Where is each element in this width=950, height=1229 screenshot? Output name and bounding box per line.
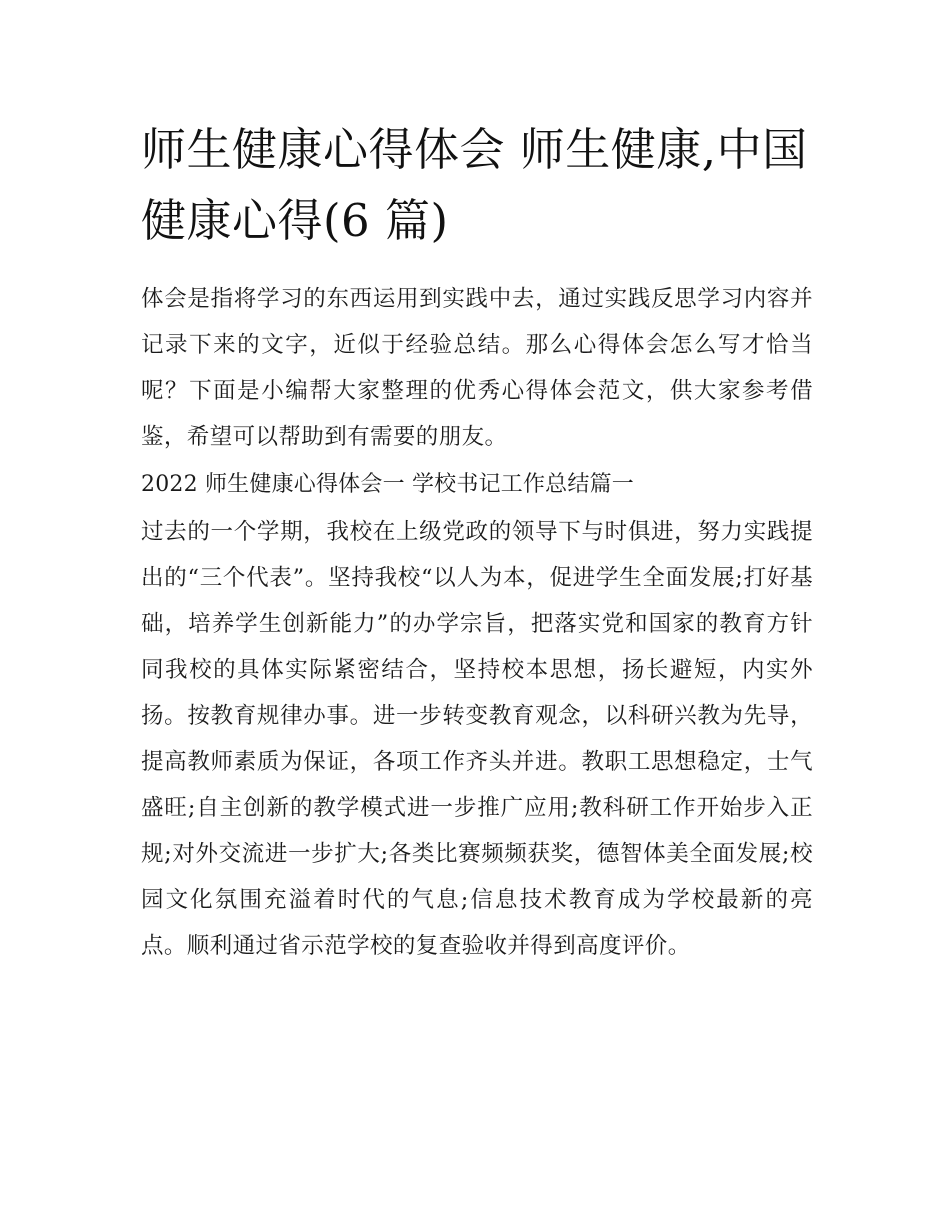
document-content <box>141 114 813 969</box>
body-paragraph: 过去的一个学期，我校在上级党政的领导下与时俱进，努力实践提出的“三个代表”。坚持我校“以人为本，促进学生全面发展;打好基础，培养学生创新能力”的办学宗旨，把落实党和国家的教育方针同我校的具体实际紧密结合，坚持校本思想，扬长避短，内实外扬。按教育规律办事。进一步转变教育观念，以科研兴教为先导，提高教师素质为保证，各项工作齐头并进。教职工思想稳定，士气盛旺;自主创新的教学模式进一步推广应用;教科研工作开始步入正规;对外交流进一步扩大;各类比赛频频获奖，德智体美全面发展;校园文化氛围充溢着时代的气息;信息技术教育成为学校最新的亮点。顺利通过省示范学校的复查验收并得到高度评价。 <box>141 519 813 959</box>
section-heading: 2022 师生健康心得体会一 学校书记工作总结篇一 <box>141 472 634 497</box>
document-title: 师生健康心得体会 师生健康,中国健康心得(6 篇) <box>141 123 808 247</box>
intro-paragraph: 体会是指将学习的东西运用到实践中去，通过实践反思学习内容并记录下来的文字，近似于经验总结。那么心得体会怎么写才恰当呢？下面是小编帮大家整理的优秀心得体会范文，供大家参考借鉴，希望可以帮助到有需要的朋友。 <box>141 286 813 450</box>
